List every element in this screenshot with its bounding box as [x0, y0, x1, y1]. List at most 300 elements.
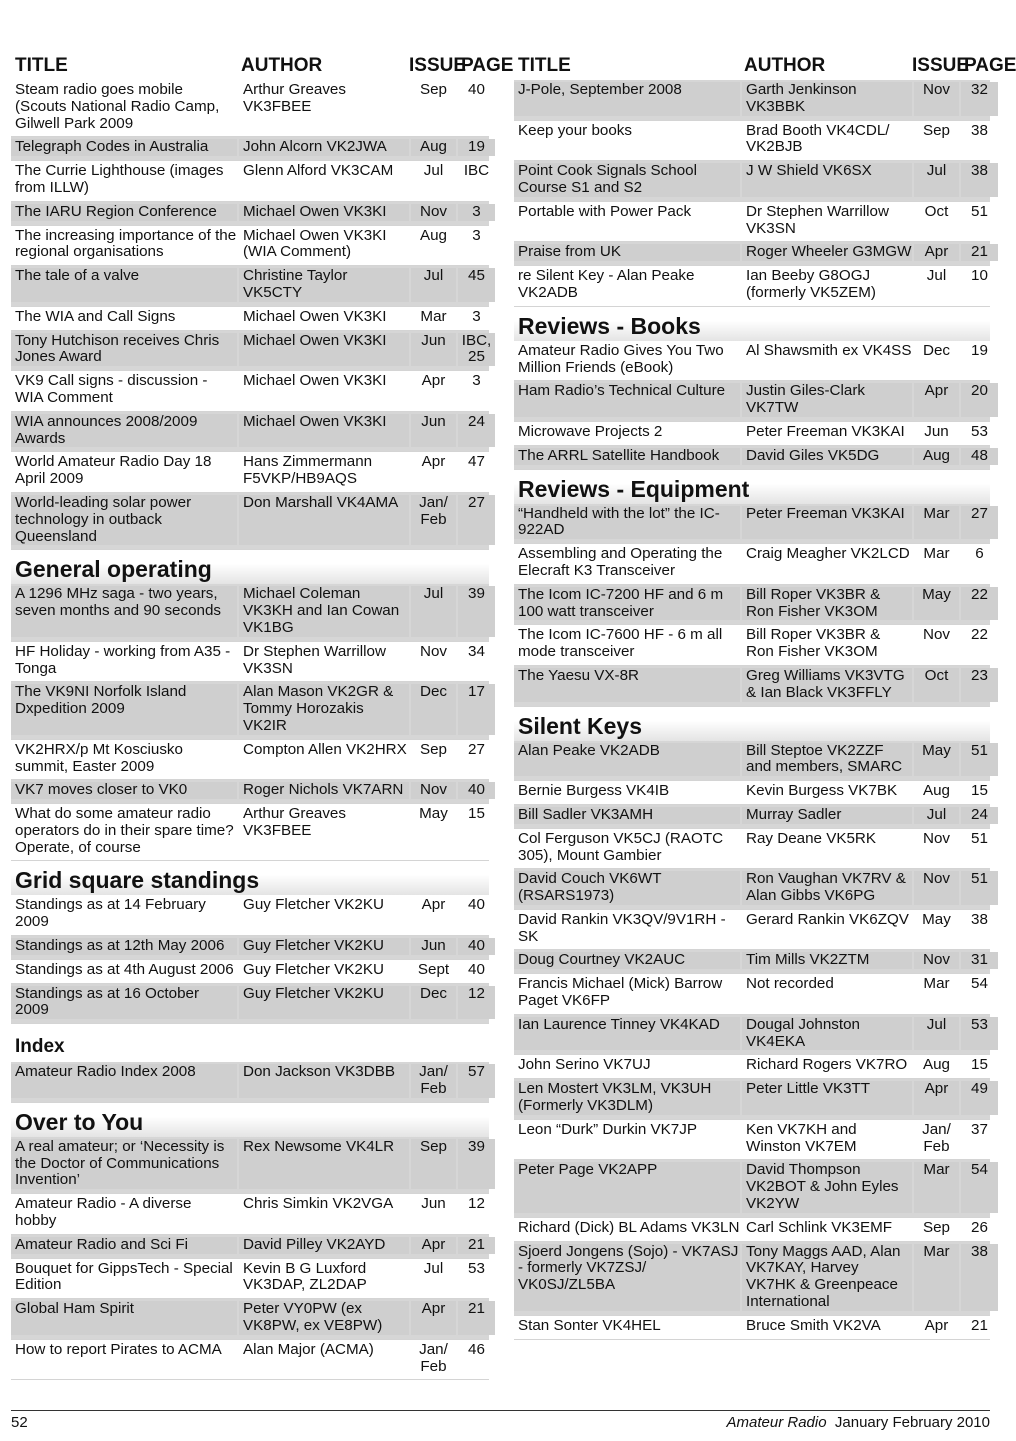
entry-author: Guy Fletcher VK2KU [243, 960, 384, 978]
entry-title: Standings as at 4th August 2006 [15, 960, 234, 978]
index-entry [11, 226, 489, 267]
entry-author: Glenn Alford VK3CAM [243, 162, 394, 180]
entry-author: Chris Simkin VK2VGA [243, 1195, 394, 1213]
entry-issue: Sep [922, 121, 951, 139]
entry-issue: May [419, 805, 448, 823]
entry-title: Global Ham Spirit [11, 1301, 237, 1335]
entry-page: 15 [468, 805, 485, 823]
entry-issue: Oct [914, 668, 959, 702]
entry-issue: Jun [421, 1195, 446, 1213]
header-page: PAGE [461, 55, 514, 76]
entry-author: Dougal Johnston VK4EKA [742, 1017, 912, 1051]
entry-author: Roger Nichols VK7ARN [239, 782, 409, 799]
index-entry [514, 950, 990, 974]
entry-issue: Mar [914, 1162, 959, 1212]
entry-issue: May [914, 587, 959, 621]
entry-author: J W Shield VK6SX [742, 163, 912, 197]
entry-page: 39 [458, 1139, 495, 1189]
entry-title: Telegraph Codes in Australia [11, 139, 237, 156]
index-entry [11, 740, 489, 781]
entry-title: Richard (Dick) BL Adams VK3LN [518, 1218, 740, 1236]
entry-issue: Jul [411, 268, 456, 302]
index-entry [11, 331, 492, 372]
index-entry [11, 137, 489, 161]
entry-issue: Apr [914, 244, 959, 261]
entry-title: The increasing importance of the regional organisations [15, 226, 237, 261]
entry-page: 21 [458, 1237, 495, 1254]
index-entry [11, 682, 489, 739]
entry-title: VK9 Call signs - discussion - WIA Comment [15, 372, 208, 406]
index-entry [11, 984, 489, 1025]
entry-author: Carl Schlink VK3EMF [746, 1218, 893, 1236]
entry-issue: Aug [419, 226, 448, 244]
index-entry [514, 1015, 990, 1056]
entry-title: Portable with Power Pack [518, 202, 692, 220]
entry-title: Sjoerd Jongens (Sojo) - VK7ASJ - formerly VK7ZSJ/ VK0SJ/ZL5BA [514, 1244, 740, 1311]
index-entry [11, 780, 489, 804]
entry-page: 45 [458, 268, 495, 302]
entry-author: Guy Fletcher VK2KU [243, 896, 384, 914]
entry-title: A 1296 MHz saga - two years, seven months and 90 seconds [11, 586, 237, 636]
entry-page: 27 [961, 506, 998, 540]
index-entry [11, 960, 489, 984]
entry-author: Murray Sadler [742, 807, 912, 824]
entry-issue: Apr [421, 453, 446, 471]
entry-page: IBC, 25 [458, 333, 495, 367]
entry-page: 3 [472, 307, 481, 325]
entry-page: 53 [961, 1017, 998, 1051]
index-entry [11, 804, 489, 861]
entry-page: 49 [961, 1081, 998, 1115]
entry-author: Ron Vaughan VK7RV & Alan Gibbs VK6PG [742, 871, 912, 905]
entry-issue: Apr [914, 383, 959, 417]
entry-author: David Pilley VK2AYD [239, 1237, 409, 1254]
magazine-name: Amateur Radio [726, 1414, 827, 1431]
entry-title: Tony Hutchison receives Chris Jones Award [11, 333, 237, 367]
entry-author: Peter Little VK3TT [742, 1081, 912, 1115]
entry-issue: Sep [922, 1218, 951, 1236]
header-issue: ISSUE [912, 55, 970, 76]
entry-page: 53 [971, 422, 988, 440]
entry-page: 38 [961, 1244, 998, 1311]
index-entry [514, 80, 990, 121]
entry-page: 51 [961, 871, 998, 905]
entry-title: Ham Radio’s Technical Culture [514, 383, 740, 417]
entry-issue: Mar [914, 506, 959, 540]
entry-author: Rex Newsome VK4LR [239, 1139, 409, 1189]
entry-issue: Jan/ Feb [411, 1064, 456, 1098]
entry-issue: Nov [914, 871, 959, 905]
entry-page: 46 [468, 1340, 485, 1358]
entry-title: “Handheld with the lot” the IC-922AD [514, 506, 740, 540]
entry-title: Bouquet for GippsTech - Special Edition [15, 1259, 233, 1294]
entry-author: Dr Stephen Warrillow VK3SN [746, 202, 889, 237]
entry-page: 57 [458, 1064, 495, 1098]
entry-title: Ian Laurence Tinney VK4KAD [514, 1017, 740, 1051]
entry-issue: Jan/ Feb [419, 1340, 448, 1375]
entry-page: 10 [971, 267, 988, 285]
page-footer [11, 1410, 990, 1431]
entry-title: The WIA and Call Signs [15, 307, 176, 325]
entry-page: 21 [971, 1316, 988, 1334]
entry-title: Amateur Radio Index 2008 [11, 1064, 237, 1098]
entry-author: Richard Rogers VK7RO [746, 1056, 908, 1074]
entry-author: Garth Jenkinson VK3BBK [742, 82, 912, 116]
entry-page: 3 [472, 372, 481, 390]
entry-author: Michael Owen VK3KI [239, 414, 409, 448]
entry-issue: Apr [411, 1301, 456, 1335]
entry-page: 54 [961, 1162, 998, 1212]
entry-author: Ken VK7KH and Winston VK7EM [746, 1120, 857, 1155]
entry-author: Michael Owen VK3KI (WIA Comment) [243, 226, 387, 261]
index-entry [514, 781, 990, 805]
entry-title: VK7 moves closer to VK0 [11, 782, 237, 799]
entry-page: 19 [458, 139, 495, 156]
entry-page: 17 [458, 684, 495, 734]
header-title: TITLE [518, 55, 571, 76]
entry-issue: Sept [417, 960, 450, 978]
entry-author: Michael Coleman VK3KH and Ian Cowan VK1BG [239, 586, 409, 636]
entry-issue: Nov [419, 642, 447, 660]
index-entry [514, 1120, 990, 1161]
entry-page: 31 [961, 952, 998, 969]
index-entry [11, 371, 489, 412]
entry-page: 3 [458, 204, 495, 221]
entry-page: 38 [971, 910, 988, 928]
entry-page: 15 [971, 782, 988, 800]
entry-title: Assembling and Operating the Elecraft K3 Transceiver [518, 545, 723, 579]
entry-issue: Aug [922, 1056, 951, 1074]
entry-issue: Dec [411, 684, 456, 734]
left-entries [11, 80, 492, 1380]
index-entry [514, 666, 990, 707]
entry-author: Kevin B G Luxford VK3DAP, ZL2DAP [243, 1259, 367, 1294]
entry-title: Steam radio goes mobile (Scouts National Radio Camp, Gilwell Park 2009 [15, 81, 220, 132]
entry-author: Alan Major (ACMA) [243, 1340, 374, 1358]
entry-issue: Jun [411, 414, 456, 448]
entry-author: Michael Owen VK3KI [239, 333, 409, 367]
entry-author: Tony Maggs AAD, Alan VK7KAY, Harvey VK7HK & Greenpeace International [742, 1244, 912, 1311]
entry-page: 32 [961, 82, 998, 116]
index-entry [514, 585, 990, 626]
entry-title: HF Holiday - working from A35 - Tonga [15, 642, 231, 677]
section-heading: Silent Keys [514, 707, 990, 741]
entry-page: 40 [458, 782, 495, 799]
entry-title: A real amateur; or ‘Necessity is the Doctor of Communications Invention’ [11, 1139, 237, 1189]
index-entry [514, 121, 990, 162]
index-entry [514, 341, 990, 382]
entry-title: J-Pole, September 2008 [514, 82, 740, 116]
entry-author: Brad Booth VK4CDL/ VK2BJB [746, 121, 890, 156]
entry-title: Francis Michael (Mick) Barrow Paget VK6FP [518, 975, 723, 1010]
index-entry [11, 266, 489, 307]
entry-page: 12 [468, 1195, 485, 1213]
entry-page: 24 [458, 414, 495, 448]
entry-author: John Alcorn VK2JWA [239, 139, 409, 156]
entry-title: Standings as at 14 February 2009 [15, 896, 206, 931]
entry-title: David Couch VK6WT (RSARS1973) [514, 871, 740, 905]
entry-issue: Jul [423, 162, 444, 180]
entry-author: Christine Taylor VK5CTY [239, 268, 409, 302]
entry-author: Justin Giles-Clark VK7TW [742, 383, 912, 417]
entry-issue: Aug [922, 782, 951, 800]
index-entry [11, 493, 489, 550]
index-entry [11, 1137, 489, 1194]
entry-page: 22 [961, 587, 998, 621]
entry-title: The Icom IC-7600 HF - 6 m all mode transceiver [518, 626, 723, 661]
index-entry [514, 974, 990, 1015]
entry-author: Guy Fletcher VK2KU [239, 986, 409, 1020]
entry-page: 38 [971, 121, 988, 139]
entry-page: 39 [458, 586, 495, 636]
entry-issue: Oct [924, 202, 949, 220]
section-heading: Index [15, 1036, 65, 1058]
section-heading: Over to You [11, 1103, 489, 1137]
right-column [514, 52, 1016, 1340]
entry-issue: Sep [419, 740, 448, 758]
entry-page: 40 [458, 938, 495, 955]
entry-title: Alan Peake VK2ADB [514, 743, 740, 777]
entry-title: re Silent Key - Alan Peake VK2ADB [518, 267, 695, 301]
entry-title: Praise from UK [514, 244, 740, 261]
entry-issue: Nov [922, 829, 950, 847]
index-entry [514, 266, 990, 307]
entry-title: The ARRL Satellite Handbook [514, 448, 740, 465]
header-page: PAGE [964, 55, 1016, 76]
entry-title: The tale of a valve [11, 268, 237, 302]
entry-issue: May [922, 910, 951, 928]
entry-title: John Serino VK7UJ [518, 1056, 651, 1074]
entry-issue: Dec [922, 341, 950, 359]
entry-issue: Aug [411, 139, 456, 156]
entry-author: Peter Freeman VK3KAI [746, 422, 905, 440]
header-author: AUTHOR [744, 55, 826, 76]
entry-author: Ray Deane VK5RK [746, 829, 877, 847]
entry-title: Standings as at 12th May 2006 [11, 938, 237, 955]
entry-title: What do some amateur radio operators do in their spare time? Operate, of course [15, 805, 234, 856]
entry-author: Kevin Burgess VK7BK [746, 782, 898, 800]
index-entry [514, 446, 990, 470]
entry-author: Don Marshall VK4AMA [239, 495, 409, 545]
entry-issue: Mar [923, 975, 950, 993]
entry-author: Gerard Rankin VK6ZQV [746, 910, 909, 928]
entry-title: The VK9NI Norfolk Island Dxpedition 2009 [11, 684, 237, 734]
entry-issue: Jul [926, 267, 947, 285]
entry-page: IBC [463, 162, 490, 180]
entry-author: David Giles VK5DG [742, 448, 912, 465]
entry-issue: Jan/ Feb [922, 1120, 951, 1155]
entry-issue: Nov [914, 952, 959, 969]
entry-issue: Jul [423, 1259, 444, 1277]
entry-issue: Jun [924, 422, 949, 440]
entry-title: How to report Pirates to ACMA [15, 1340, 222, 1358]
index-entry [514, 910, 990, 951]
entry-page: 48 [961, 448, 998, 465]
entry-page: 47 [468, 453, 485, 471]
index-entry [11, 1194, 489, 1235]
entry-author: Roger Wheeler G3MGW [742, 244, 912, 261]
entry-issue: Jul [914, 1017, 959, 1051]
entry-author: Peter VY0PW (ex VK8PW, ex VE8PW) [239, 1301, 409, 1335]
index-entry [11, 1340, 489, 1381]
entry-issue: Dec [411, 986, 456, 1020]
entry-issue: Jun [411, 938, 456, 955]
entry-issue: Nov [411, 204, 456, 221]
index-entry [514, 625, 990, 666]
header-title: TITLE [15, 55, 68, 76]
entry-author: Bill Roper VK3BR & Ron Fisher VK3OM [742, 587, 912, 621]
entry-author: Not recorded [746, 975, 834, 993]
index-entry [11, 80, 489, 137]
entry-issue: Apr [411, 1237, 456, 1254]
entry-author: Bill Steptoe VK2ZZF and members, SMARC [742, 743, 912, 777]
entry-page: 34 [468, 642, 485, 660]
entry-page: 19 [971, 341, 988, 359]
entry-author: David Thompson VK2BOT & John Eyles VK2YW [742, 1162, 912, 1212]
index-entry [514, 504, 990, 545]
index-entry [514, 741, 990, 782]
entry-author: Al Shawsmith ex VK4SS [746, 341, 912, 359]
entry-page: 23 [961, 668, 998, 702]
entry-author: Tim Mills VK2ZTM [742, 952, 912, 969]
entry-title: The Yaesu VX-8R [514, 668, 740, 702]
entry-page: 12 [458, 986, 495, 1020]
entry-issue: Jan/ Feb [411, 495, 456, 545]
entry-author: Ian Beeby G8OGJ (formerly VK5ZEM) [746, 267, 876, 301]
entry-page: 40 [468, 81, 485, 98]
entry-issue: Sep [419, 81, 448, 98]
index-entry [11, 307, 489, 331]
section-heading: Reviews - Equipment [514, 470, 990, 504]
index-entry [11, 161, 489, 202]
entry-page: 38 [961, 163, 998, 197]
entry-title: The Currie Lighthouse (images from ILLW) [15, 162, 224, 196]
section-heading: Reviews - Books [514, 307, 990, 341]
entry-author: Peter Freeman VK3KAI [742, 506, 912, 540]
entry-title: Amateur Radio - A diverse hobby [15, 1195, 192, 1230]
entry-author: Craig Meagher VK2LCD [746, 545, 910, 563]
entry-issue: Apr [421, 896, 446, 914]
entry-page: 3 [472, 226, 481, 244]
entry-issue: Mar [923, 545, 950, 563]
entry-page: 20 [961, 383, 998, 417]
entry-issue: Jul [914, 163, 959, 197]
entry-title: Bernie Burgess VK4IB [518, 782, 670, 800]
index-entry [514, 1055, 990, 1079]
entry-title: World-leading solar power technology in outback Queensland [11, 495, 237, 545]
entry-title: Len Mostert VK3LM, VK3UH (Formerly VK3DLM) [514, 1081, 740, 1115]
entry-title: Col Ferguson VK5CJ (RAOTC 305), Mount Gambier [518, 829, 724, 864]
index-entry [11, 202, 489, 226]
entry-author: Don Jackson VK3DBB [239, 1064, 409, 1098]
index-entry [11, 895, 489, 936]
entry-author: Guy Fletcher VK2KU [239, 938, 409, 955]
entry-issue: Apr [924, 1316, 949, 1334]
section-heading: Grid square standings [11, 861, 489, 895]
entry-author: Greg Williams VK3VTG & Ian Black VK3FFLY [742, 668, 912, 702]
entry-title: Point Cook Signals School Course S1 and S2 [514, 163, 740, 197]
entry-author: Arthur Greaves VK3FBEE [243, 805, 346, 839]
entry-title: Leon “Durk” Durkin VK7JP [518, 1120, 697, 1138]
entry-author: Michael Owen VK3KI [239, 204, 409, 221]
index-entry [514, 544, 990, 585]
entry-author: Michael Owen VK3KI [243, 372, 387, 390]
index-entry [11, 936, 489, 960]
index-entry [514, 805, 990, 829]
entry-page: 15 [971, 1056, 988, 1074]
index-entry [11, 452, 489, 493]
entry-issue: Nov [411, 782, 456, 799]
entry-title: Amateur Radio and Sci Fi [11, 1237, 237, 1254]
entry-page: 51 [961, 743, 998, 777]
page-number: 52 [11, 1414, 28, 1431]
entry-page: 51 [971, 202, 988, 220]
entry-page: 24 [961, 807, 998, 824]
entry-title: Stan Sonter VK4HEL [518, 1316, 661, 1334]
entry-author: Hans Zimmermann F5VKP/HB9AQS [243, 453, 373, 488]
entry-issue: Jun [411, 333, 456, 367]
column-header [514, 52, 1016, 80]
entry-title: Bill Sadler VK3AMH [514, 807, 740, 824]
entry-title: David Rankin VK3QV/9V1RH - SK [518, 910, 726, 945]
entry-issue: Nov [914, 82, 959, 116]
index-entry [514, 869, 990, 910]
entry-page: 53 [468, 1259, 485, 1277]
index-entry [11, 412, 489, 453]
right-entries [514, 80, 990, 1340]
entry-issue: Nov [922, 626, 950, 644]
entry-author: Arthur Greaves VK3FBEE [243, 81, 346, 115]
entry-page: 40 [468, 896, 485, 914]
entry-page: 37 [971, 1120, 988, 1138]
left-column [11, 52, 514, 1380]
entry-title: Doug Courtney VK2AUC [514, 952, 740, 969]
column-header [11, 52, 514, 80]
entry-page: 27 [468, 740, 485, 758]
entry-issue: Jul [914, 807, 959, 824]
section-heading: General operating [11, 550, 489, 584]
issue-date: January February 2010 [834, 1414, 990, 1431]
index-entry [514, 422, 990, 446]
index-entry [11, 1299, 489, 1340]
entry-title: Microwave Projects 2 [518, 422, 663, 440]
entry-issue: Apr [421, 372, 446, 390]
index-entry [514, 1218, 990, 1242]
index-entry [514, 242, 990, 266]
entry-issue: Sep [411, 1139, 456, 1189]
entry-title: WIA announces 2008/2009 Awards [11, 414, 237, 448]
index-entry [514, 381, 990, 422]
entry-title: VK2HRX/p Mt Kosciusko summit, Easter 2009 [15, 740, 183, 775]
entry-page: 6 [975, 545, 984, 563]
entry-author: Bill Roper VK3BR & Ron Fisher VK3OM [746, 626, 881, 661]
index-entry [514, 1160, 990, 1217]
index-entry [11, 1235, 489, 1259]
header-author: AUTHOR [241, 55, 323, 76]
entry-issue: Apr [914, 1081, 959, 1115]
entry-issue: Aug [914, 448, 959, 465]
index-entry [514, 1242, 990, 1316]
entry-author: Bruce Smith VK2VA [746, 1316, 881, 1334]
index-entry [11, 1259, 489, 1300]
entry-page: 21 [458, 1301, 495, 1335]
index-entry [11, 642, 489, 683]
entry-author: Compton Allen VK2HRX [243, 740, 407, 758]
index-entry [11, 1062, 489, 1103]
entry-issue: May [914, 743, 959, 777]
entry-page: 22 [971, 626, 988, 644]
entry-page: 26 [971, 1218, 988, 1236]
